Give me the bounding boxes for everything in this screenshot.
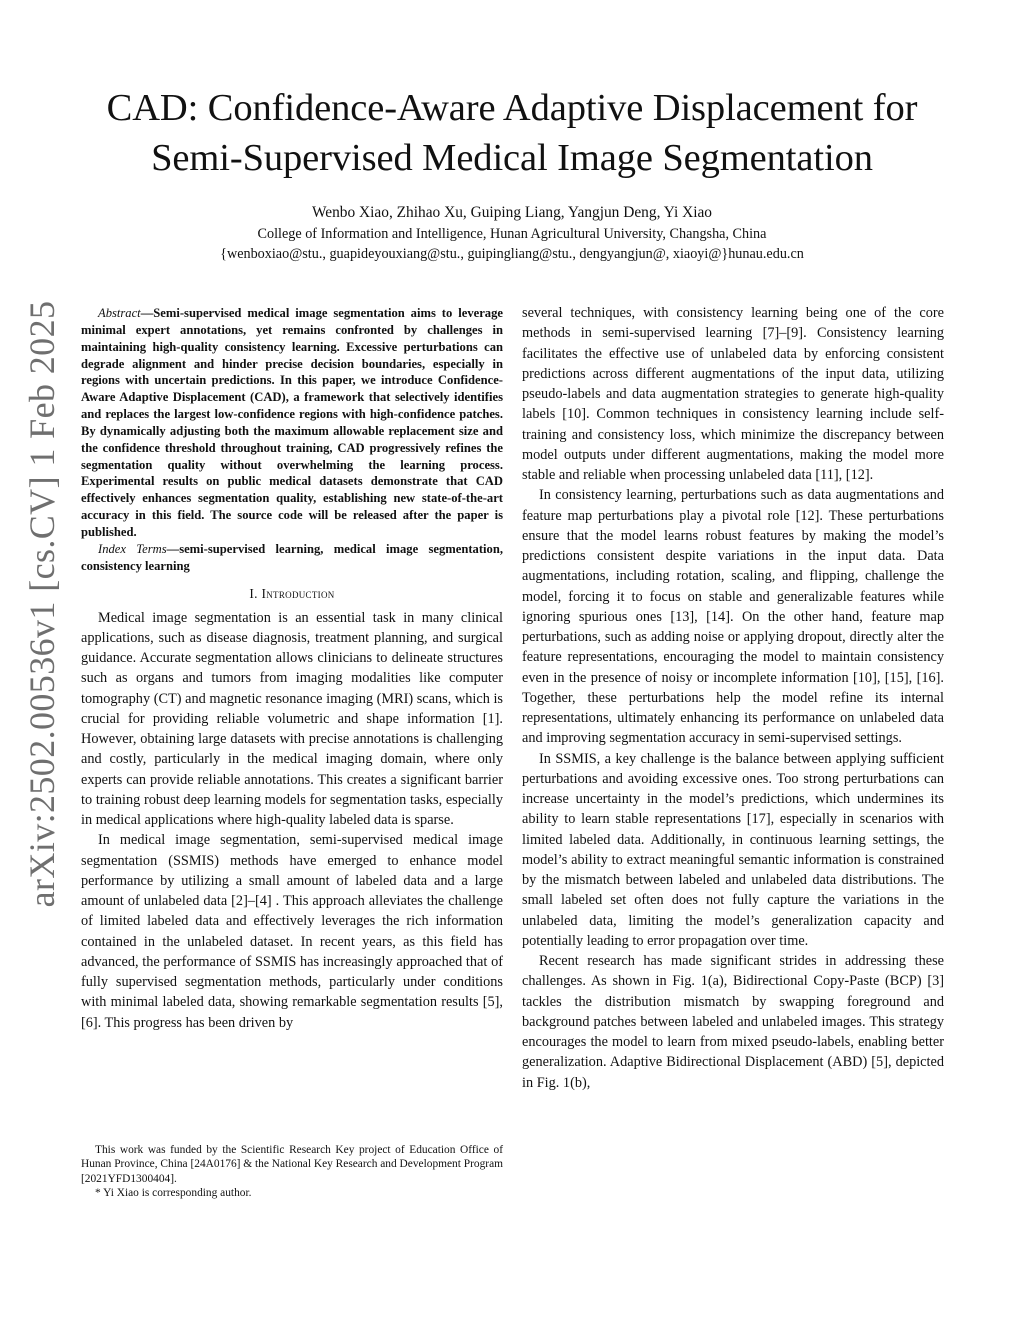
author-emails: {wenboxiao@stu., guapideyouxiang@stu., guipingliang@stu., dengyangjun@, xiaoyi@}hunau.edu.cn <box>220 246 804 262</box>
body-paragraph: Medical image segmentation is an essential task in many clinical applications, such as disease diagnosis, treatment planning, and surgical guidance. Accurate segmentation allows clinicians to delineate structures such as organs and tumors from imaging modalities like computer tomography (CT) and magnetic resonance imaging (MRI) scans, which is crucial for providing reliable volumetric and shape information [1]. However, obtaining large datasets with precise annotations is challenging and costly, particularly in the medical imaging domain, where only experts can provide reliable annotations. This creates a significant barrier to training robust deep learning models for segmentation tasks, especially in medical applications where high-quality labeled data is sparse. <box>81 609 503 828</box>
body-paragraph: In medical image segmentation, semi-supervised medical image segmentation (SSMIS) methods have emerged to enhance model performance by utilizing a small amount of labeled data and a large amount of unlabeled data [2]–[4] . This approach alleviates the challenge of limited labeled data and effectively leverages the rich information contained in the unlabeled dataset. In recent years, as this field has advanced, the performance of SSMIS has increasingly approached that of fully supervised segmentation methods, particularly under conditions with minimal labeled data, showing remarkable segmentation results [5], [6]. This progress has been driven by <box>81 832 503 1031</box>
title-line-2: Semi-Supervised Medical Image Segmentation <box>151 137 873 179</box>
left-column <box>81 305 503 1033</box>
index-terms-text: —semi-supervised learning, medical image segmentation, consistency learning <box>81 541 503 573</box>
corresponding-author-footnote: * Yi Xiao is corresponding author. <box>95 1187 252 1200</box>
body-paragraph: Recent research has made significant strides in addressing these challenges. As shown in Fig. 1(a), Bidirectional Copy-Paste (BCP) [3] tackles the distribution mismatch by swapping foreground and background patches between labeled and unlabeled images. This strategy encourages the model to learn from mixed pseudo-labels, enabling better generalization. Adaptive Bidirectional Displacement (ABD) [5], depicted in Fig. 1(b), <box>522 953 944 1091</box>
body-paragraph: several techniques, with consistency learning being one of the core methods in semi-supervised learning [7]–[9]. Consistency learning facilitates the effective use of unlabeled data by enforcing consistent predictions across different augmentations of the input data, utilizing pseudo-labels and data augmentation strategies to generate high-quality labels [10]. Common techniques in consistency learning include self-training and consistency loss, which minimize the discrepancy between model outputs under different augmentations, making the model more stable and reliable when processing unlabeled data [11], [12]. <box>522 305 944 483</box>
affiliation: College of Information and Intelligence, Hunan Agricultural University, Changsha, China <box>257 226 767 242</box>
section-number: I. <box>249 585 258 601</box>
author-list: Wenbo Xiao, Zhihao Xu, Guiping Liang, Yangjun Deng, Yi Xiao <box>311 204 712 221</box>
section-title: Introduction <box>261 585 335 601</box>
index-terms <box>81 541 503 575</box>
section-heading <box>81 584 503 604</box>
title-line-1: CAD: Confidence-Aware Adaptive Displacement for <box>106 87 918 129</box>
footnotes <box>81 1143 503 1201</box>
right-column <box>522 303 944 1093</box>
body-paragraph: In consistency learning, perturbations such as data augmentations and feature map perturbations play a pivotal role [12]. These perturbations ensure that the model learns robust features by making the model’s predictions consistent despite variations in the input data. Data augmentations, including rotation, scaling, and flipping, challenge the model, forcing it to focus on stable and generalizable features while ignoring spurious ones [13], [14]. On the other hand, feature map perturbations, such as adding noise or applying dropout, directly alter the feature representations, encouraging the model to maintain consistency even in the presence of noisy or incomplete information [10], [15], [16]. Together, these perturbations help the model refine its internal representations, ultimately enhancing its performance on unlabeled data and improving segmentation accuracy in semi-supervised settings. <box>522 487 944 747</box>
funding-footnote: This work was funded by the Scientific Research Key project of Education Office of Hunan Province, China [24A0176] & the National Key Research and Development Program [2021YFD1300404]. <box>81 1144 503 1185</box>
body-paragraph: In SSMIS, a key challenge is the balance between applying sufficient perturbations and avoiding excessive ones. Too strong perturbations can increase uncertainty in the model’s predictions, which undermines its ability to learn stable representations [17], especially in scenarios with limited labeled data. Additionally, in continuous learning settings, the model’s ability to extract meaningful semantic information is constrained by the mismatch between labeled and unlabeled data distributions. The small labeled set often does not fully capture the variations in the unlabeled data, limiting the model’s generalization capacity and potentially leading to error propagation over time. <box>522 750 944 949</box>
arxiv-sidebar-stamp: arXiv:2502.00536v1 [cs.CV] 1 Feb 2025 <box>22 300 62 908</box>
abstract <box>81 305 503 541</box>
abstract-label: Abstract <box>98 306 141 320</box>
abstract-text: —Semi-supervised medical image segmentation aims to leverage minimal expert annotations, yet remains confronted by challenges in maintaining high-quality consistency learning. Excessive perturbations can degrade alignment and hinder precise decision boundaries, especially in regions with uncertain predictions. In this paper, we introduce Confidence-Aware Adaptive Displacement (CAD), a framework that selectively identifies and replaces the largest low-confidence regions with high-confidence patches. By dynamically adjusting both the maximum allowable replacement size and the confidence threshold throughout training, CAD progressively refines the segmentation quality without overwhelming the learning process. Experimental results on public medical datasets demonstrate that CAD effectively enhances segmentation quality, establishing new state-of-the-art accuracy in this field. The source code will be released after the paper is published. <box>81 306 503 539</box>
paper-title <box>60 83 964 183</box>
index-terms-label: Index Terms <box>98 541 167 556</box>
